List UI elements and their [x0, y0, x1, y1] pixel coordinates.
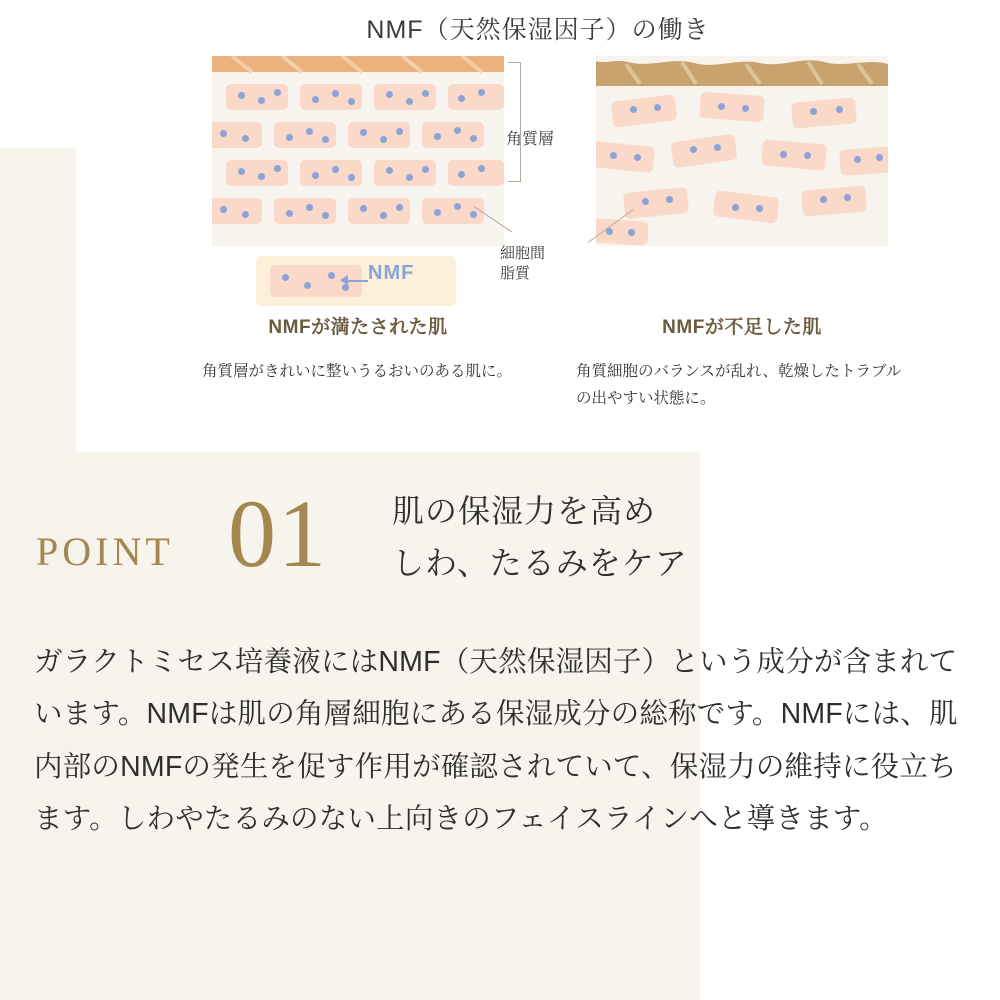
description-healthy-skin: 角質層がきれいに整いうるおいのある肌に。	[202, 363, 513, 380]
description-dry-skin: 角質細胞のバランスが乱れ、乾燥したトラブルの出やすい状態に。	[576, 363, 902, 408]
diagram-panel-dry-skin	[596, 56, 888, 246]
skin-surface-texture-healthy	[212, 56, 504, 78]
stratum-corneum-bracket	[508, 62, 521, 182]
point-heading-line-1: 肌の保湿力を高め	[392, 493, 657, 529]
nmf-diagram	[76, 0, 1000, 452]
skin-surface-texture-dry	[596, 56, 888, 90]
point-heading	[392, 486, 952, 590]
diagram-title: NMF（天然保湿因子）の働き	[366, 16, 710, 44]
point-heading-line-2: しわ、たるみをケア	[392, 544, 688, 581]
intercellular-lipid-label: 細胞間 脂質	[500, 245, 546, 283]
caption-dry-skin: NMFが不足した肌	[662, 317, 822, 338]
point-label: POINT	[36, 529, 174, 574]
nmf-leader-line	[342, 280, 368, 282]
caption-healthy-skin: NMFが満たされた肌	[268, 317, 448, 338]
point-number: 01	[228, 480, 328, 587]
stratum-corneum-label: 角質層	[506, 131, 555, 148]
body-paragraph: ガラクトミセス培養液にはNMF（天然保湿因子）という成分が含まれています。NMFは肌の角層細胞にある保湿成分の総称です。NMFには、肌内部のNMFの発生を促す作用が確認されていて、保湿力の維持に役立ちます。しわやたるみのない上向きのフェイスラインへと導きます。	[34, 646, 958, 836]
nmf-legend-label: NMF	[368, 262, 415, 284]
diagram-panel-healthy-skin	[212, 56, 504, 246]
